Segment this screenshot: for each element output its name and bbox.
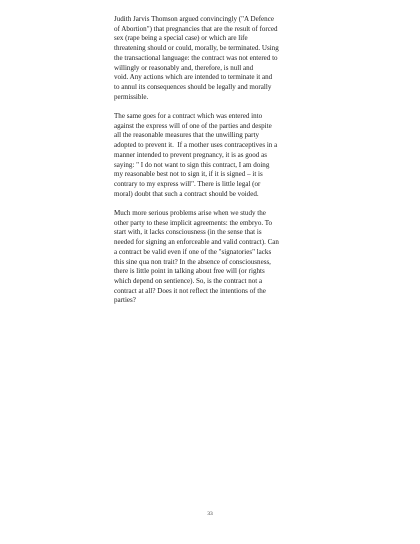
text-line: this sine qua non trait? In the absence of consciousness, xyxy=(114,257,271,266)
paragraph-2 xyxy=(114,112,314,199)
text-line: The same goes for a contract which was entered into xyxy=(114,112,263,121)
text-line: permissible. xyxy=(114,92,149,101)
text-line: contrary to my express will". There is little legal (or xyxy=(114,179,261,188)
text-line: void. Any actions which are intended to terminate it and xyxy=(114,73,273,82)
paragraph-3 xyxy=(114,209,314,306)
text-line: all the reasonable measures that the unwilling party xyxy=(114,131,260,140)
text-line: there is little point in talking about free will (or rights xyxy=(114,267,265,276)
page-number: 33 xyxy=(207,511,213,517)
text-line: against the express will of one of the parties and despite xyxy=(114,121,272,130)
text-line: parties? xyxy=(114,296,136,305)
body-text xyxy=(114,15,314,316)
text-line: of Abortion") that pregnancies that are the result of forced xyxy=(114,24,278,33)
text-line: my reasonable best not to sign it, if it is signed – it is xyxy=(114,170,263,179)
text-line: Judith Jarvis Thomson argued convincingly ("A Defence xyxy=(114,15,274,23)
text-line: contract at all? Does it not reflect the intentions of the xyxy=(114,286,266,295)
text-line: other party to these implicit agreements: the embryo. To xyxy=(114,218,273,227)
text-line: willingly or reasonably and, therefore, is null and xyxy=(114,63,254,72)
text-line: adopted to prevent it. If a mother uses contraceptives in a xyxy=(114,141,278,150)
text-line: threatening should or could, morally, be terminated. Using xyxy=(114,44,279,53)
text-line: sex (rape being a special case) or which are life xyxy=(114,34,248,43)
text-line: Much more serious problems arise when we study the xyxy=(114,209,266,218)
text-line: a contract be valid even if one of the "signatories" lacks xyxy=(114,247,272,256)
text-line: needed for signing an enforceable and valid contract). Can xyxy=(114,238,279,247)
text-line: saying: " I do not want to sign this contract, I am doing xyxy=(114,160,270,169)
text-line: start with, it lacks consciousness (in the sense that is xyxy=(114,228,262,237)
text-line: moral) doubt that such a contract should be voided. xyxy=(114,189,259,198)
paragraph-1 xyxy=(114,15,314,102)
text-line: the transactional language: the contract was not entered to xyxy=(114,53,278,62)
text-line: manner intended to prevent pregnancy, it is as good as xyxy=(114,150,267,159)
text-line: which depend on sentience). So, is the contract not a xyxy=(114,276,263,285)
text-line: to annul its consequences should be legally and morally xyxy=(114,82,272,91)
